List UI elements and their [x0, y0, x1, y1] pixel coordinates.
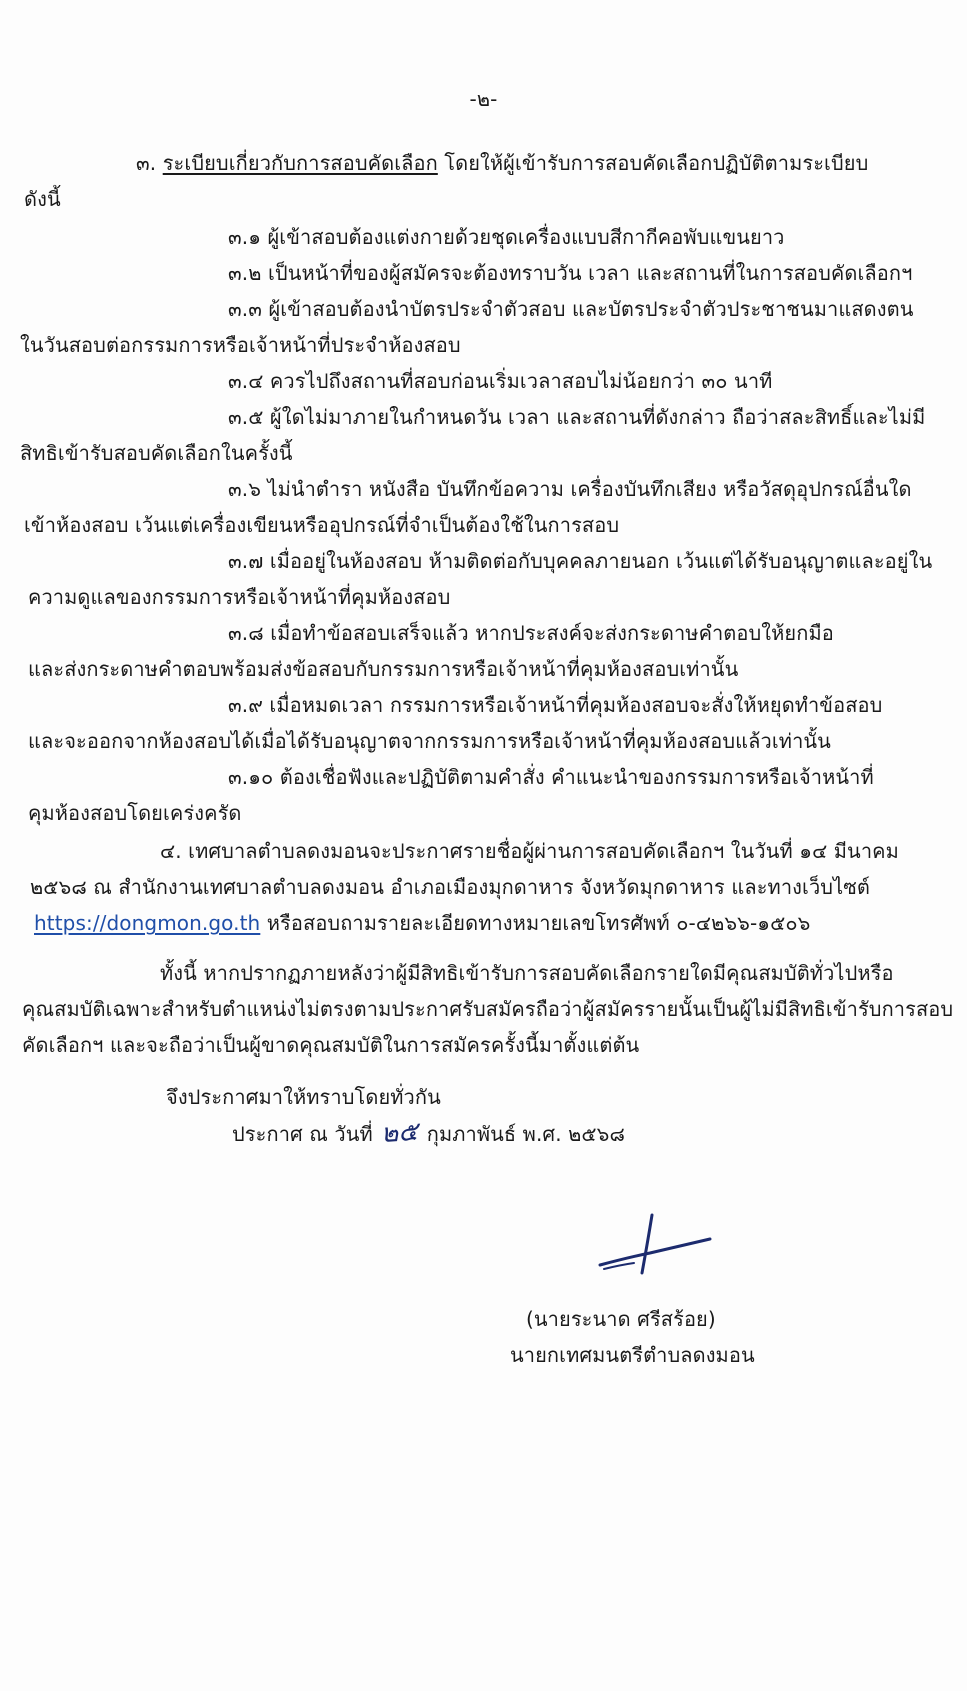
item-3-7-cont: ความดูแลของกรรมการหรือเจ้าหน้าที่คุมห้องสอบ	[28, 585, 451, 609]
item-3-5-cont: สิทธิเข้ารับสอบคัดเลือกในครั้งนี้	[20, 441, 293, 465]
signer-position: นายกเทศมนตรีตำบลดงมอน	[510, 1343, 755, 1367]
section-4-line-3	[34, 910, 810, 936]
closing-line-3: คัดเลือกฯ และจะถือว่าเป็นผู้ขาดคุณสมบัติในการสมัครครั้งนี้มาตั้งแต่ต้น	[22, 1033, 640, 1057]
item-3-6-cont: เข้าห้องสอบ เว้นแต่เครื่องเขียนหรืออุปกรณ์ที่จำเป็นต้องใช้ในการสอบ	[24, 513, 620, 537]
item-3-9: ๓.๙ เมื่อหมดเวลา กรรมการหรือเจ้าหน้าที่คุมห้องสอบจะสั่งให้หยุดทำข้อสอบ	[228, 693, 883, 717]
date-prefix: ประกาศ ณ วันที่	[232, 1122, 373, 1146]
section-3-intro: โดยให้ผู้เข้ารับการสอบคัดเลือกปฏิบัติตามระเบียบ	[444, 151, 869, 175]
section-3-number: ๓.	[136, 151, 157, 175]
item-3-4: ๓.๔ ควรไปถึงสถานที่สอบก่อนเริ่มเวลาสอบไม่น้อยกว่า ๓๐ นาที	[228, 369, 773, 393]
item-3-6: ๓.๖ ไม่นำตำรา หนังสือ บันทึกข้อความ เครื่องบันทึกเสียง หรือวัสดุอุปกรณ์อื่นใด	[228, 477, 912, 501]
closing-line-2: คุณสมบัติเฉพาะสำหรับตำแหน่งไม่ตรงตามประกาศรับสมัครถือว่าผู้สมัครรายนั้นเป็นผู้ไม่มีสิทธิเข้ารับการสอบ	[22, 997, 954, 1021]
website-link[interactable]: https://dongmon.go.th	[34, 911, 261, 935]
item-3-9-cont: และจะออกจากห้องสอบได้เมื่อได้รับอนุญาตจากกรรมการหรือเจ้าหน้าที่คุมห้องสอบแล้วเท่านั้น	[28, 729, 831, 753]
signer-name: (นายระนาด ศรีสร้อย)	[526, 1307, 716, 1331]
item-3-10: ๓.๑๐ ต้องเชื่อฟังและปฏิบัติตามคำสั่ง คำแนะนำของกรรมการหรือเจ้าหน้าที่	[228, 765, 874, 789]
item-3-8: ๓.๘ เมื่อทำข้อสอบเสร็จแล้ว หากประสงค์จะส่งกระดาษคำตอบให้ยกมือ	[228, 621, 834, 645]
section-3-heading-line	[136, 150, 868, 176]
date-line	[232, 1116, 625, 1150]
item-3-5: ๓.๕ ผู้ใดไม่มาภายในกำหนดวัน เวลา และสถานที่ดังกล่าว ถือว่าสละสิทธิ์และไม่มี	[228, 405, 926, 429]
item-3-3-cont: ในวันสอบต่อกรรมการหรือเจ้าหน้าที่ประจำห้องสอบ	[20, 333, 461, 357]
section-3-heading: ระเบียบเกี่ยวกับการสอบคัดเลือก	[162, 151, 438, 175]
item-3-10-cont: คุมห้องสอบโดยเคร่งครัด	[28, 801, 242, 825]
date-day: ๒๕	[380, 1116, 420, 1150]
section-4-phone-text: หรือสอบถามรายละเอียดทางหมายเลขโทรศัพท์ ๐-๔๒๖๖-๑๕๐๖	[260, 911, 811, 935]
section-4-line-2: ๒๕๖๘ ณ สำนักงานเทศบาลตำบลดงมอน อำเภอเมืองมุกดาหาร จังหวัดมุกดาหาร และทางเว็บไซต์	[30, 875, 871, 899]
item-3-3: ๓.๓ ผู้เข้าสอบต้องนำบัตรประจำตัวสอบ และบัตรประจำตัวประชาชนมาแสดงตน	[228, 297, 914, 321]
item-3-2: ๓.๒ เป็นหน้าที่ของผู้สมัครจะต้องทราบวัน เวลา และสถานที่ในการสอบคัดเลือกฯ	[228, 261, 913, 285]
item-3-1: ๓.๑ ผู้เข้าสอบต้องแต่งกายด้วยชุดเครื่องแบบสีกากีคอพับแขนยาว	[228, 225, 785, 249]
closing-line-1: ทั้งนี้ หากปรากฏภายหลังว่าผู้มีสิทธิเข้ารับการสอบคัดเลือกรายใดมีคุณสมบัติทั่วไปหรือ	[160, 961, 894, 985]
section-3-intro-cont: ดังนี้	[24, 187, 61, 211]
section-4-line-1: ๔. เทศบาลตำบลดงมอนจะประกาศรายชื่อผู้ผ่านการสอบคัดเลือกฯ ในวันที่ ๑๔ มีนาคม	[160, 839, 899, 863]
item-3-8-cont: และส่งกระดาษคำตอบพร้อมส่งข้อสอบกับกรรมการหรือเจ้าหน้าที่คุมห้องสอบเท่านั้น	[28, 657, 739, 681]
date-rest: กุมภาพันธ์ พ.ศ. ๒๕๖๘	[426, 1122, 625, 1146]
signature-image	[590, 1205, 730, 1285]
item-3-7: ๓.๗ เมื่ออยู่ในห้องสอบ ห้ามติดต่อกับบุคคลภายนอก เว้นแต่ได้รับอนุญาตและอยู่ใน	[228, 549, 933, 573]
page-number: -๒-	[469, 87, 498, 111]
announcement-line: จึงประกาศมาให้ทราบโดยทั่วกัน	[166, 1085, 441, 1109]
